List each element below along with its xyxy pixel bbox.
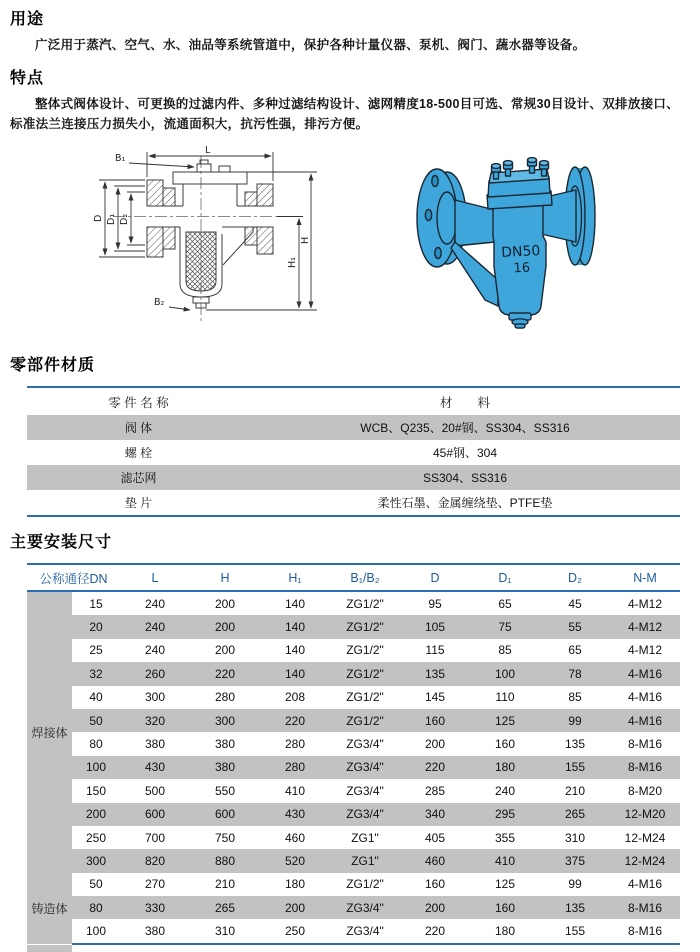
dimensions-header-row [27, 564, 680, 591]
dimensions-cell: ZG1/2" [346, 643, 384, 658]
figures-row [10, 144, 690, 340]
dimensions-cell: 200 [260, 896, 330, 919]
dim-label-B2: B₂ [154, 297, 165, 308]
dimensions-row [27, 779, 680, 802]
dimensions-cell: 125 [470, 709, 540, 732]
dimensions-cell: 200 [72, 803, 120, 826]
dimensions-row [27, 756, 680, 779]
dimensions-cell: 750 [214, 830, 236, 845]
materials-cell: 垫 片 [27, 490, 250, 516]
dimensions-cell: 160 [494, 737, 516, 752]
dimensions-cell: 380 [214, 737, 236, 752]
dimensions-cell: 99 [568, 877, 582, 892]
dimensions-cell: 280 [284, 737, 306, 752]
materials-cell: 柔性石墨、金属缠绕垫、PTFE垫 [250, 490, 680, 516]
dimensions-heading: 主要安装尺寸 [10, 534, 113, 551]
dimensions-cell: 4-M12 [627, 643, 662, 658]
dimensions-table-body [27, 591, 680, 944]
dimensions-cell: ZG1/2" [346, 877, 384, 892]
materials-row [27, 465, 680, 490]
dimensions-cell: 295 [470, 803, 540, 826]
dimensions-cell: 310 [190, 919, 260, 943]
dimensions-cell: 75 [470, 615, 540, 638]
dimensions-cell: 150 [85, 783, 107, 798]
dim-label-D1: D₁ [106, 213, 117, 225]
features-paragraph: 整体式阀体设计、可更换的过滤内件、多种过滤结构设计、滤网精度18-500目可选、常规30目设计、双排放接口、标准法兰连接压力损失小，流通面积大，抗污性强，排污方便。 [10, 97, 680, 131]
dimensions-cell: 210 [214, 877, 236, 892]
dimensions-cell: 820 [120, 849, 190, 872]
dimensions-cell: 12-M20 [610, 803, 680, 826]
materials-cell: SS304、SS316 [422, 471, 508, 485]
dimensions-cell: 55 [540, 615, 610, 638]
dimensions-cell: 200 [424, 737, 446, 752]
dimensions-cell: 15 [89, 596, 103, 611]
dimensions-row [27, 591, 680, 615]
strainer-product-image [395, 148, 635, 333]
dimensions-cell: 145 [424, 690, 446, 705]
dimensions-cell: 12-M24 [610, 849, 680, 872]
dimensions-row [27, 709, 680, 732]
dimensions-cell: 4-M12 [610, 615, 680, 638]
dimensions-cell: 95 [428, 596, 442, 611]
dimensions-cell: ZG3/4" [330, 919, 400, 943]
dimensions-cell: 200 [214, 643, 236, 658]
dimensions-cell: 200 [400, 896, 470, 919]
dimensions-row [27, 873, 680, 896]
dim-header-L: L [120, 564, 190, 591]
features-heading: 特点 [10, 70, 45, 87]
dimensions-cell: 550 [214, 783, 236, 798]
group-column-overhang [27, 945, 72, 952]
dimensions-cell: 180 [470, 756, 540, 779]
dimensions-cell: 300 [190, 709, 260, 732]
dimensions-cell: 65 [568, 643, 582, 658]
dimensions-cell: 135 [400, 662, 470, 685]
dimensions-cell: 260 [120, 662, 190, 685]
dimensions-cell: 220 [260, 709, 330, 732]
materials-cell: 螺 栓 [124, 446, 153, 460]
body-type-label: 铸造体 [27, 873, 72, 944]
dimensions-cell: 380 [144, 737, 166, 752]
materials-header-part: 零 件 名 称 [27, 387, 250, 415]
filter-basket [186, 232, 216, 291]
materials-table [27, 386, 680, 517]
dimensions-row [27, 615, 680, 638]
dimensions-cell: 8-M16 [610, 919, 680, 943]
dimensions-cell: 12-M24 [624, 830, 666, 845]
dimensions-cell: 135 [540, 896, 610, 919]
dimensions-cell: 85 [568, 690, 582, 705]
dim-label-B1: B₁ [115, 153, 126, 164]
dimensions-cell: ZG3/4" [330, 756, 400, 779]
dimensions-cell: 65 [498, 596, 512, 611]
dimensions-cell: 250 [260, 919, 330, 943]
dimensions-cell: 140 [284, 643, 306, 658]
dimensions-cell: 80 [72, 896, 120, 919]
dimensions-cell: 300 [144, 690, 166, 705]
dimensions-row [27, 919, 680, 943]
dimensions-cell: ZG3/4" [346, 783, 384, 798]
dim-header-D2: D₂ [540, 564, 610, 591]
materials-cell: 45#钢、304 [432, 446, 498, 460]
dimensions-cell: 460 [284, 830, 306, 845]
dim-header-H: H [190, 564, 260, 591]
dimensions-cell: 80 [89, 737, 103, 752]
materials-row [27, 440, 680, 465]
dimensions-cell: 100 [72, 919, 120, 943]
dimensions-cell: 160 [424, 877, 446, 892]
dimensions-cell: 265 [190, 896, 260, 919]
dimensions-cell: ZG3/4" [346, 737, 384, 752]
dimensions-cell: 85 [498, 643, 512, 658]
usage-paragraph: 广泛用于蒸汽、空气、水、油品等系统管道中，保护各种计量仪器、泵机、阀门、蔬水器等设备。 [35, 38, 586, 52]
dimensions-cell: ZG1/2" [346, 690, 384, 705]
dimensions-cell: 4-M16 [627, 690, 662, 705]
dimensions-cell: 375 [540, 849, 610, 872]
dimensions-cell: 4-M12 [627, 596, 662, 611]
dimensions-cell: 380 [190, 756, 260, 779]
dimensions-cell: 285 [424, 783, 446, 798]
dimensions-cell: 320 [120, 709, 190, 732]
dimensions-cell: 200 [190, 615, 260, 638]
dimensions-row [27, 849, 680, 872]
dim-header-B1B2: B₁/B₂ [330, 564, 400, 591]
dimensions-cell: 600 [190, 803, 260, 826]
dimensions-cell: 4-M16 [610, 709, 680, 732]
dimensions-cell: 270 [144, 877, 166, 892]
dimensions-cell: 300 [72, 849, 120, 872]
dimensions-cell: 4-M16 [627, 877, 662, 892]
dimensions-cell: ZG3/4" [330, 803, 400, 826]
dim-header-H1: H₁ [260, 564, 330, 591]
dimensions-cell: 380 [120, 919, 190, 943]
dim-header-D: D [400, 564, 470, 591]
dimensions-cell: 355 [494, 830, 516, 845]
dimensions-cell: 105 [400, 615, 470, 638]
materials-row [27, 415, 680, 440]
dimensions-cell: 265 [540, 803, 610, 826]
dimensions-cell: 155 [540, 919, 610, 943]
dimensions-cell: 430 [260, 803, 330, 826]
materials-cell: 阀 体 [124, 421, 153, 435]
dimensions-cell: ZG1" [330, 849, 400, 872]
materials-row [27, 490, 680, 516]
materials-heading: 零部件材质 [10, 357, 96, 374]
dimensions-cell: 880 [190, 849, 260, 872]
dimensions-cell: 4-M16 [610, 662, 680, 685]
dimensions-cell: 410 [284, 783, 306, 798]
dimensions-cell: 140 [260, 662, 330, 685]
dimensions-cell: 460 [400, 849, 470, 872]
dimensions-cell: 140 [284, 596, 306, 611]
dimensions-row [27, 803, 680, 826]
dimensions-row [27, 896, 680, 919]
dimensions-cell: 160 [470, 896, 540, 919]
dim-label-D2: D₂ [119, 213, 130, 225]
dim-header-dn: 公称通径DN [27, 564, 120, 591]
body-type-label: 焊接体 [27, 591, 72, 873]
dimensions-cell: 280 [214, 690, 236, 705]
dimensions-cell: 45 [568, 596, 582, 611]
dimensions-cell: 500 [144, 783, 166, 798]
dimensions-cell: 430 [120, 756, 190, 779]
dimensions-cell: 200 [214, 596, 236, 611]
dimensions-cell: 220 [400, 919, 470, 943]
dimensions-cell: 280 [260, 756, 330, 779]
dimensions-cell: 330 [120, 896, 190, 919]
dimensions-cell: 240 [144, 596, 166, 611]
dimensions-cell: 160 [400, 709, 470, 732]
dimensions-cell: 8-M16 [610, 896, 680, 919]
materials-cell: 滤芯网 [120, 471, 157, 485]
dimensions-cell: 700 [144, 830, 166, 845]
dimensions-cell: 78 [540, 662, 610, 685]
dimensions-cell: 110 [495, 690, 515, 705]
dim-label-H1: H₁ [287, 257, 298, 268]
materials-header-row [27, 387, 680, 415]
dimensions-row [27, 826, 680, 849]
dimensions-cell: 8-M16 [610, 756, 680, 779]
materials-cell: WCB、Q235、20#钢、SS304、SS316 [360, 421, 570, 435]
dimensions-table [27, 563, 680, 945]
dimensions-cell: 208 [284, 690, 306, 705]
dimensions-row [27, 732, 680, 755]
dimensions-cell: 520 [260, 849, 330, 872]
dimensions-cell: ZG1/2" [330, 615, 400, 638]
dimensions-cell: 135 [564, 737, 586, 752]
dim-label-H: H [300, 236, 311, 244]
dimensions-cell: 25 [89, 643, 103, 658]
dimensions-cell: 100 [72, 756, 120, 779]
dimensions-cell: 8-M16 [627, 737, 662, 752]
dimensions-cell: 240 [144, 643, 166, 658]
dimensions-cell: 140 [260, 615, 330, 638]
valve-dn-label: DN50 [500, 242, 541, 262]
valve-body-shapes [417, 158, 595, 328]
valve-pn-label: 16 [513, 260, 531, 277]
dimensions-cell: ZG1/2" [330, 709, 400, 732]
dimensions-cell: 20 [72, 615, 120, 638]
dimensions-cell: ZG1" [351, 830, 379, 845]
dimensions-cell: 340 [400, 803, 470, 826]
dimensions-cell: 600 [120, 803, 190, 826]
dimensions-cell: 405 [424, 830, 446, 845]
dimensions-row [27, 686, 680, 709]
dimensions-cell: 99 [540, 709, 610, 732]
dimensions-cell: 220 [400, 756, 470, 779]
dimensions-cell: 180 [284, 877, 306, 892]
dimensions-row [27, 639, 680, 662]
dimensions-cell: 50 [72, 709, 120, 732]
dim-label-D: D [93, 214, 104, 222]
dimensions-cell: 115 [425, 643, 445, 658]
materials-header-material: 材 料 [250, 387, 680, 415]
dimensions-cell: 220 [190, 662, 260, 685]
dimensions-cell: 100 [470, 662, 540, 685]
dimensions-cell: 50 [89, 877, 103, 892]
dimensions-cell: ZG3/4" [330, 896, 400, 919]
dimensions-cell: 240 [494, 783, 516, 798]
dimensions-cell: 210 [564, 783, 586, 798]
dim-label-L: L [205, 145, 211, 156]
dimensions-cell: 125 [494, 877, 516, 892]
dim-header-NM: N-M [610, 564, 680, 591]
dim-header-D1: D₁ [470, 564, 540, 591]
dimensions-cell: 310 [564, 830, 586, 845]
dimensions-cell: ZG1/2" [330, 662, 400, 685]
dimensions-cell: 410 [470, 849, 540, 872]
dimensions-cell: 8-M20 [627, 783, 662, 798]
dimensions-row [27, 662, 680, 685]
dimensions-cell: 32 [72, 662, 120, 685]
dimensions-cell: 155 [540, 756, 610, 779]
usage-heading: 用途 [10, 11, 45, 28]
materials-table-body [27, 415, 680, 516]
dimensions-cell: 250 [85, 830, 107, 845]
dimensions-cell: ZG1/2" [346, 596, 384, 611]
strainer-dimension-drawing [55, 144, 365, 334]
dimensions-cell: 240 [120, 615, 190, 638]
dimensions-cell: 40 [89, 690, 103, 705]
dimensions-cell: 180 [470, 919, 540, 943]
